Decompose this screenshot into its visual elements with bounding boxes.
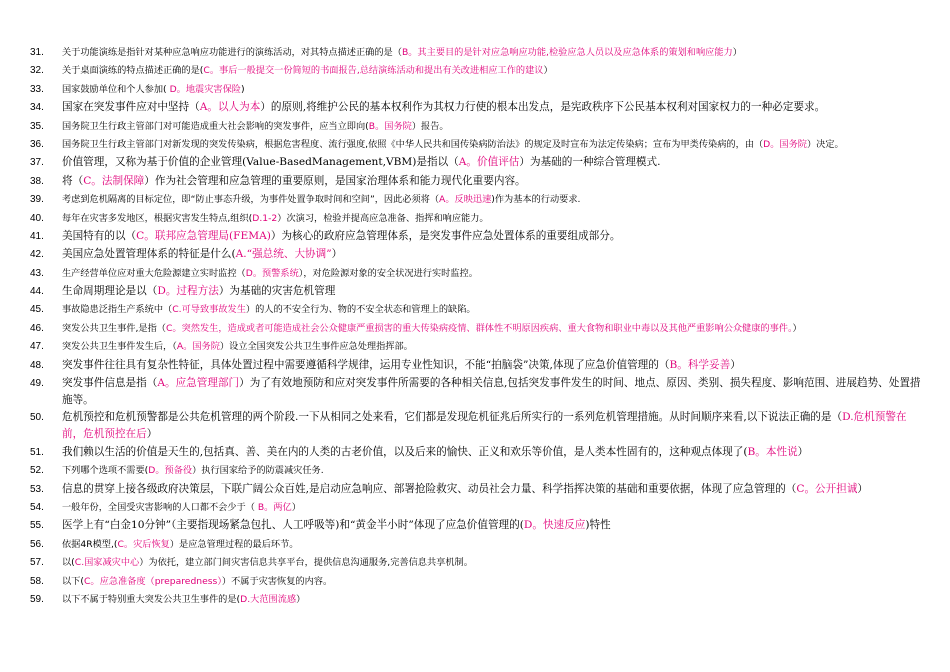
question-item [30,338,924,355]
question-text [62,554,924,571]
question-item [30,357,924,374]
question-item [30,320,924,337]
question-number: 37. [30,157,44,169]
question-text [62,357,924,374]
question-text-segment: 国务院卫生行政主管部门对新发现的突发传染病，根据危害程度、流行强度,依照《中华人民共和国传染病防治法》的规定及时宣布为法定传染病；宣布为甲类传染病的，由（ [62,138,764,150]
question-number: 45. [30,304,44,316]
question-item [30,191,924,208]
question-item [30,481,924,498]
question-text-segment: ）为基础的灾害危机管理 [218,285,336,298]
question-text [62,536,924,553]
question-number: 58. [30,575,44,587]
question-text-segment: 以( [62,557,75,569]
question-number: 56. [30,538,44,550]
question-text-segment: ）次演习，检验并提高应急准备、指挥和响应能力。 [277,212,489,224]
answer-text: D.大范围流感 [240,593,297,605]
question-item [30,591,924,608]
question-number: 44. [30,286,44,298]
question-item [30,81,924,98]
answer-text: A。反映迅速 [439,194,492,206]
question-item [30,154,924,171]
question-text-segment: ）执行国家给予的防震减灾任务. [192,465,324,477]
question-text-segment: 美国应急处置管理体系的特征是什么( [62,248,236,261]
question-number: 52. [30,465,44,477]
question-text-segment: 价值管理，又称为基于价值的企业管理(Value-BasedManagement,VBM)是指以（ [62,156,459,169]
question-text-segment: ） [146,428,158,440]
question-item [30,301,924,318]
question-item [30,173,924,190]
question-text-segment: 以下( [62,575,84,587]
question-text [62,283,924,300]
answer-text: B。两亿 [257,501,292,513]
answer-text: C。公开担诚 [796,482,858,495]
question-number: 43. [30,267,44,279]
question-text-segment: 美国特有的以（ [62,229,137,242]
question-number: 46. [30,322,44,334]
question-text [62,191,924,208]
question-text [62,62,924,79]
question-item [30,136,924,153]
question-text-segment: ) [240,83,245,95]
answer-text: B。科学妥善 [669,358,731,371]
question-text [62,301,924,318]
question-item [30,517,924,534]
question-number: 49. [30,378,44,390]
question-text-segment: 一般年份，全国受灾害影响的人口都不会少于（ [62,501,258,513]
answer-text: D。过程方法 [157,285,219,298]
question-number: 51. [30,446,44,458]
question-text-segment: ）设立全国突发公共卫生事件应急处理指挥部。 [219,341,413,353]
question-text-segment: ），对危险源对象的安全状况进行实时监控。 [298,267,478,279]
question-number: 41. [30,230,44,242]
answer-text: D。快速反应 [523,519,586,532]
question-text-segment: 突发公共卫生事件,是指（ [62,322,166,334]
question-number: 48. [30,359,44,371]
question-text-segment: 突发事件信息是指（ [62,377,158,390]
question-text-segment: ） [543,65,553,77]
question-text-segment: ） [792,322,802,334]
question-text [62,517,924,534]
question-text-segment: 关于桌面演练的特点描述正确的是( [62,65,204,77]
answer-text: A.“强总统、大协调” [235,248,332,261]
question-text [62,444,924,461]
question-text [62,409,924,442]
answer-text: C.可导致事故发生 [172,304,246,316]
question-text [62,99,924,116]
answer-text: C。应急准备度（preparedness） [83,575,222,587]
question-item [30,283,924,300]
question-text [62,246,924,263]
question-text-segment: 我们赖以生活的价值是天生的,包括真、善、美在内的人类的古老价值，以及后来的愉快、正义和欢乐等价值，是人类本性固有的，这种观点体现了( [62,445,748,458]
question-item [30,228,924,245]
question-text-segment: ）的原则,将维护公民的基本权利作为其权力行使的根本出发点，是宪政秩序下公民基本权利对国家权力的一种必定要求。 [260,101,826,114]
question-text [62,338,924,355]
question-text-segment: 突发公共卫生事件发生后，（ [62,341,177,353]
answer-text: B。国务院 [368,120,412,132]
question-text-segment: )特性 [585,519,611,532]
question-text-segment: ） [732,47,742,58]
question-text-segment: ）作为社会管理和应急管理的重要原则，是国家治理体系和能力现代化重要内容。 [144,174,526,187]
question-text-segment: ）为基础的一种综合管理模式. [519,156,661,169]
answer-text: B。其主要目的是针对应急响应功能,检验应急人员以及应急体系的策划和响应能力 [401,47,733,58]
question-text [62,210,924,227]
question-number: 59. [30,593,44,605]
answer-text: C。灾后恢复 [117,538,170,550]
question-text-segment: 生命周期理论是以（ [62,285,158,298]
question-number: 54. [30,501,44,513]
question-text-segment: ）为了有效地预防和应对突发事件所需要的各种相关信息,包括突发事件发生的时间、地点、原因、类别、损失程度、影响范围、进展趋势、处置措施等。 [62,377,921,406]
question-number: 39. [30,194,44,206]
question-item [30,499,924,516]
question-text-segment: 危机预控和危机预警都是公共危机管理的两个阶段.一下从相同之处来看，它们都是发现危机征兆后所实行的一系列危机管理措施。从时间顺序来看,以下说法正确的是（ [62,411,843,424]
question-item [30,44,924,61]
question-item [30,444,924,461]
question-item [30,62,924,79]
question-text [62,118,924,135]
question-text-segment: ）不属于灾害恢复的内容。 [221,575,333,587]
answer-text: D。预警系统 [245,267,299,279]
answer-text: D。预备役 [148,465,193,477]
question-number: 38. [30,175,44,187]
answer-text: C。法制保障 [83,174,145,187]
question-text-segment: 生产经营单位应对重大危险源建立实时监控（ [62,267,246,279]
question-text-segment: ）是应急管理过程的最后环节。 [169,538,299,550]
question-number: 34. [30,102,44,114]
question-text-segment: 每年在灾害多发地区，根据灾害发生特点,组织( [62,212,253,224]
question-text [62,375,924,408]
question-text-segment: ）为依托，建立部门间灾害信息共享平台，提供信息沟通服务,完善信息共享机制。 [139,557,473,569]
question-text-segment: 下列哪个选项不需要( [62,465,149,477]
question-text [62,462,924,479]
question-text-segment: ） [291,501,301,513]
question-text-segment: ）决定。 [807,138,844,150]
question-number: 57. [30,557,44,569]
question-text [62,154,924,171]
question-number: 32. [30,65,44,77]
question-number: 33. [30,83,44,95]
question-text-segment: 信息的贯穿上接各级政府决策层，下联广阔公众百姓,是启动应急响应、部署抢险救灾、动员社会力量、科学指挥决策的基础和重要依据，体现了应急管理的（ [62,482,797,495]
question-text-segment: 事故隐患泛指生产系统中（ [62,304,173,316]
question-item [30,462,924,479]
question-text-segment: ） [730,358,741,371]
question-text [62,228,924,245]
answer-text: A。应急管理部门 [157,377,240,390]
question-text [62,173,924,190]
answer-text: C。联邦应急管理局(FEMA) [136,229,271,242]
question-item [30,409,924,442]
answer-text: D.1-2 [252,212,278,224]
question-text-segment: 依据4R模型,( [62,538,118,550]
question-number: 36. [30,138,44,150]
question-number: 47. [30,341,44,353]
question-text-segment: ） [296,593,306,605]
question-text-segment: ）的人的不安全行为、物的不安全状态和管理上的缺陷。 [245,304,476,316]
question-item [30,573,924,590]
question-text-segment: ）为核心的政府应急管理体系，是突发事件应急处置体系的重要组成部分。 [270,229,621,242]
question-number: 40. [30,212,44,224]
question-number: 55. [30,520,44,532]
question-text-segment: 国家鼓励单位和个人参加( [62,83,170,95]
answer-text: C。事后一般提交一份简短的书面报告,总结演练活动和提出有关改进相应工作的建议 [203,65,544,77]
answer-text: D。国务院 [763,138,807,150]
question-text-segment: 以下不属于特别重大突发公共卫生事件的是( [62,593,241,605]
question-text [62,136,924,153]
answer-text: A。以人为本 [199,101,261,114]
question-text-segment: 将（ [62,174,84,187]
question-text [62,81,924,98]
question-number: 53. [30,483,44,495]
question-text-segment: ）报告。 [411,120,449,132]
answer-text: B。本性说 [747,445,798,458]
question-text-segment: )作为基本的行动要求. [491,194,581,206]
question-item [30,554,924,571]
question-text-segment: ） [797,445,809,458]
question-item [30,265,924,282]
question-text [62,320,924,337]
question-text [62,591,924,608]
question-item [30,118,924,135]
answer-text: C.国家减灾中心 [74,557,140,569]
question-text-segment: 医学上有“白金10分钟”（主要指现场紧急包扎、人工呼吸等)和“黄金半小时”体现了应急价值管理的( [62,519,524,532]
question-number: 31. [30,47,44,58]
question-number: 42. [30,249,44,261]
answer-text: D。地震灾害保险 [169,83,241,95]
question-text-segment: 国务院卫生行政主管部门对可能造成重大社会影响的突发事件，应当立即向( [62,120,369,132]
question-item [30,375,924,408]
question-text [62,265,924,282]
question-item [30,99,924,116]
question-text-segment: 国家在突发事件应对中坚持（ [62,101,200,114]
question-text [62,481,924,498]
question-text-segment: 突发事件往往具有复杂性特征，具体处置过程中需要遵循科学规律，运用专业性知识，不能“拍脑袋”决策,体现了应急价值管理的（ [62,358,670,371]
question-number: 35. [30,120,44,132]
question-text [62,499,924,516]
question-number: 50. [30,412,44,424]
question-item [30,246,924,263]
question-text-segment: ） [857,482,869,495]
answer-text: C。突然发生，造成或者可能造成社会公众健康严重损害的重大传染病疫情、群体性不明原因疾病、重大食物和职业中毒以及其他严重影响公众健康的事件。 [165,322,793,334]
answer-text: A。价值评估 [458,156,520,169]
question-text-segment: ） [331,248,343,261]
answer-text: A。国务院 [176,341,220,353]
question-text-segment: 考虑到危机隔离的目标定位，即“防止事态升级，为事件处置争取时间和空间”，因此必须将（ [62,194,440,206]
question-text-segment: 关于功能演练是指针对某种应急响应功能进行的演练活动，对其特点描述正确的是（ [62,47,402,58]
question-text [62,44,924,61]
question-item [30,536,924,553]
question-text [62,573,924,590]
answer-text: D.危机预警在前，危机预控在后 [62,411,907,440]
question-item [30,210,924,227]
